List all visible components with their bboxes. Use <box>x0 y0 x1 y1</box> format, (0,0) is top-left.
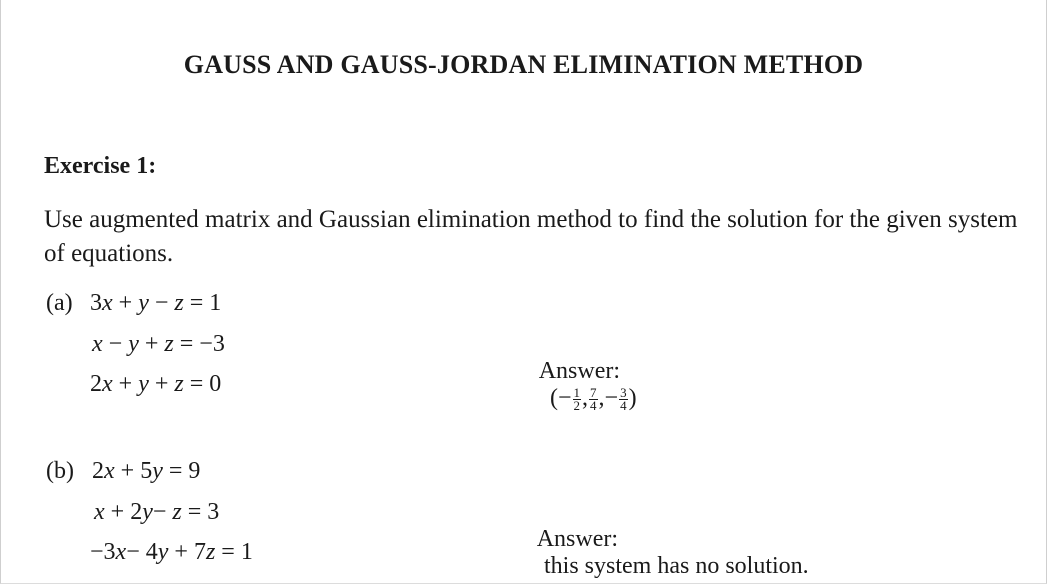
answer-comma: , <box>598 385 605 411</box>
part-a-answer-close-paren: ) <box>628 385 637 411</box>
part-b-answer-text: this system has no solution. <box>544 553 809 579</box>
part-a-answer-sign-3: − <box>604 385 619 411</box>
part-a-equation-3: 2x + y + z = 0 <box>90 371 222 397</box>
exercise-heading: Exercise 1: <box>44 153 157 179</box>
part-b-equation-3: −3x− 4y + 7z = 1 <box>90 539 253 565</box>
fraction-denominator: 4 <box>590 397 597 413</box>
part-a-answer-fraction-3 <box>619 384 628 413</box>
part-a-answer-open-paren: ( <box>550 385 558 411</box>
part-a-equation-2: x − y + z = −3 <box>92 331 225 357</box>
part-a-answer-label: Answer: <box>538 358 621 384</box>
part-a-answer-sign-1: − <box>558 385 572 411</box>
part-a-answer-fraction-2 <box>589 384 598 413</box>
part-a-answer <box>528 331 637 412</box>
fraction-numerator: 7 <box>590 384 597 400</box>
part-b-equation-2: x + 2y− z = 3 <box>94 499 220 525</box>
answer-comma: , <box>582 385 589 411</box>
fraction-numerator: 1 <box>573 384 581 400</box>
part-b-answer <box>526 499 809 580</box>
part-b-equation-1: 2x + 5y = 9 <box>92 458 201 484</box>
fraction-denominator: 2 <box>573 397 581 413</box>
part-a-label: (a) <box>46 290 73 316</box>
part-a-equation-1: 3x + y − z = 1 <box>90 290 222 316</box>
fraction-numerator: 3 <box>620 384 627 400</box>
part-a-answer-fraction-1 <box>573 384 582 413</box>
part-b-label: (b) <box>46 458 74 484</box>
part-b-answer-label: Answer: <box>536 526 619 552</box>
exercise-instructions: Use augmented matrix and Gaussian elimination method to find the solution for the given system of equations. <box>44 206 1018 267</box>
fraction-denominator: 4 <box>620 397 627 413</box>
document-title: GAUSS AND GAUSS-JORDAN ELIMINATION METHOD <box>183 50 864 79</box>
